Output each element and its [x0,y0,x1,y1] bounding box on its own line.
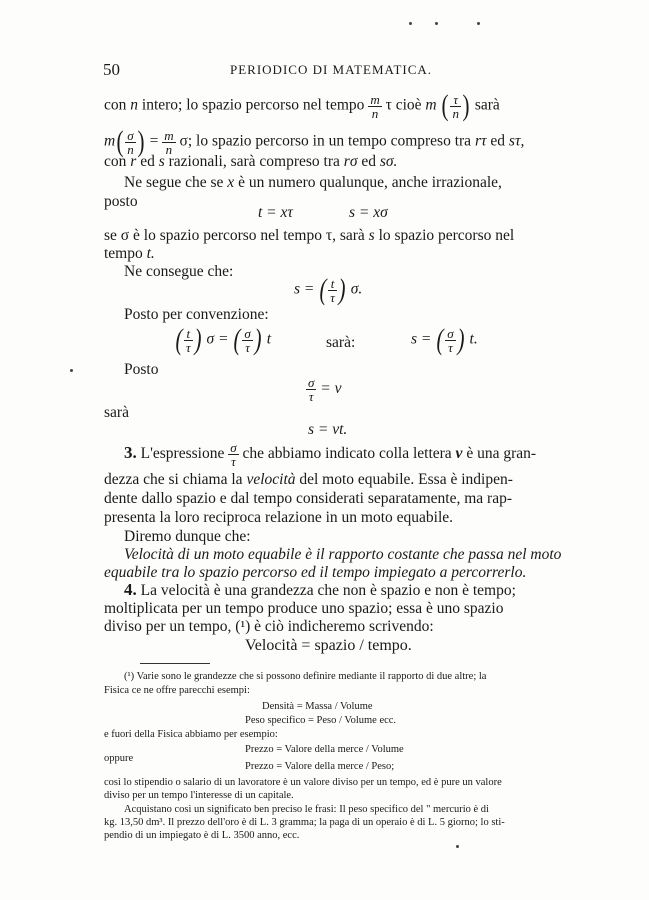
definition-line-1: Velocità di un moto equabile è il rapporto costante che passa nel moto [124,546,562,563]
body-line-3: con r ed s razionali, sarà compreso tra rσ ed sσ. [104,153,398,170]
equation-s-t-tau-sigma: s = ( $\frac{t}{\tau}$ ) σ. [294,273,363,306]
body-line-9: Posto per convenzione: [124,306,269,323]
scan-speck [435,22,438,25]
definition-line-2: equabile tra lo spazio percorso ed il tempo impiegato a percorrerlo. [104,564,527,581]
paragraph-4-line-2: moltiplicata per un tempo produce uno spazio; essa è uno spazio [104,600,504,617]
footnote-line-5: e fuori della Fisica abbiamo per esempio: [104,729,278,740]
footnote-line-13: pendio di un impiegato è di L. 3500 anno, ecc. [104,830,300,841]
paragraph-3-line-5: Diremo dunque che: [124,528,251,545]
footnote-line-7: oppure [104,753,134,764]
scan-speck [409,22,412,25]
footnote-line-6: Prezzo = Valore della merce / Volume [245,744,404,755]
footnote-line-12: kg. 13,50 dm³. Il prezzo dell'oro è di L. 3 gramma; la paga di un operaio è di L. 5 giorno; lo sti- [104,817,505,828]
paragraph-3-line-3: dente dallo spazio e dal tempo considerati separatamente, ma rap- [104,490,512,507]
equation-sigma-tau-v: $\frac{\sigma}{\tau}$ = v [308,375,342,404]
paragraph-3-line-4: presenta la loro reciproca relazione in un moto equabile. [104,509,454,526]
paragraph-4-line-1: 4. La velocità è una grandezza che non è spazio e non è tempo; [124,580,516,599]
word-sara: sarà: [326,334,356,351]
running-title: PERIODICO DI MATEMATICA. [230,62,433,77]
body-line-4: Ne segue che se x è un numero qualunque, anche irrazionale, [124,174,502,191]
body-line-1: con n intero; lo spazio percorso nel tempo $\frac{m}{n}$ τ cioè m ( $\frac{\tau}{n}$ ) sarà [104,89,500,122]
footnote-line-10: diviso per un tempo l'interesse di un capitale. [104,790,294,801]
equation-t-xtau: t = xτ [258,204,293,221]
paragraph-3-line-1: 3. L'espressione $\frac{\sigma}{\tau}$ che abbiamo indicato colla lettera v è una gran- [124,440,537,469]
body-line-10: Posto [124,361,159,378]
body-line-6: se σ è lo spazio percorso nel tempo τ, sarà s lo spazio percorso nel [104,227,515,244]
scan-speck [477,22,480,25]
footnote-line-8: Prezzo = Valore della merce / Peso; [245,761,395,772]
body-line-11: sarà [104,404,129,421]
body-line-2: m ( $\frac{\sigma}{n}$ ) = $\frac{m}{n}$ σ; lo spazio percorso in un tempo compreso tra rτ ed sτ, [104,125,525,158]
scan-speck [70,369,73,372]
body-line-5: posto [104,193,138,210]
equation-convention: ( $\frac{t}{\tau}$ ) σ = ( $\frac{\sigma}{\tau}$ ) t [175,323,271,356]
velocity-formula: Velocità = spazio / tempo. [245,637,412,654]
equation-s-sigma-tau-t: s = ( $\frac{\sigma}{\tau}$ ) t. [411,323,478,356]
footnote-line-2: Fisica ce ne offre parecchi esempi: [104,685,250,696]
page-number: 50 [103,60,120,79]
body-line-7: tempo t. [104,245,155,262]
footnote-line-1: (¹) Varie sono le grandezze che si possono definire mediante il rapporto di due altre; la [124,671,487,682]
equation-s-vt: s = vt. [308,421,348,438]
scan-speck [456,845,459,848]
footnote-rule [140,663,210,664]
footnote-line-11: Acquistano così un significato ben preciso le frasi: Il peso specifico del " mercurio è di [124,804,489,815]
footnote-line-4: Peso specifico = Peso / Volume ecc. [245,715,397,726]
equation-s-xsigma: s = xσ [349,204,388,221]
paragraph-3-line-2: dezza che si chiama la velocità del moto equabile. Essa è indipen- [104,471,513,488]
paragraph-4-line-3: diviso per un tempo, (¹) è ciò indicheremo scrivendo: [104,618,434,635]
footnote-line-3: Densità = Massa / Volume [262,701,373,712]
footnote-line-9: così lo stipendio o salario di un lavoratore è un valore diviso per un tempo, ed è pure un valore [104,777,502,788]
body-line-8: Ne consegue che: [124,263,234,280]
